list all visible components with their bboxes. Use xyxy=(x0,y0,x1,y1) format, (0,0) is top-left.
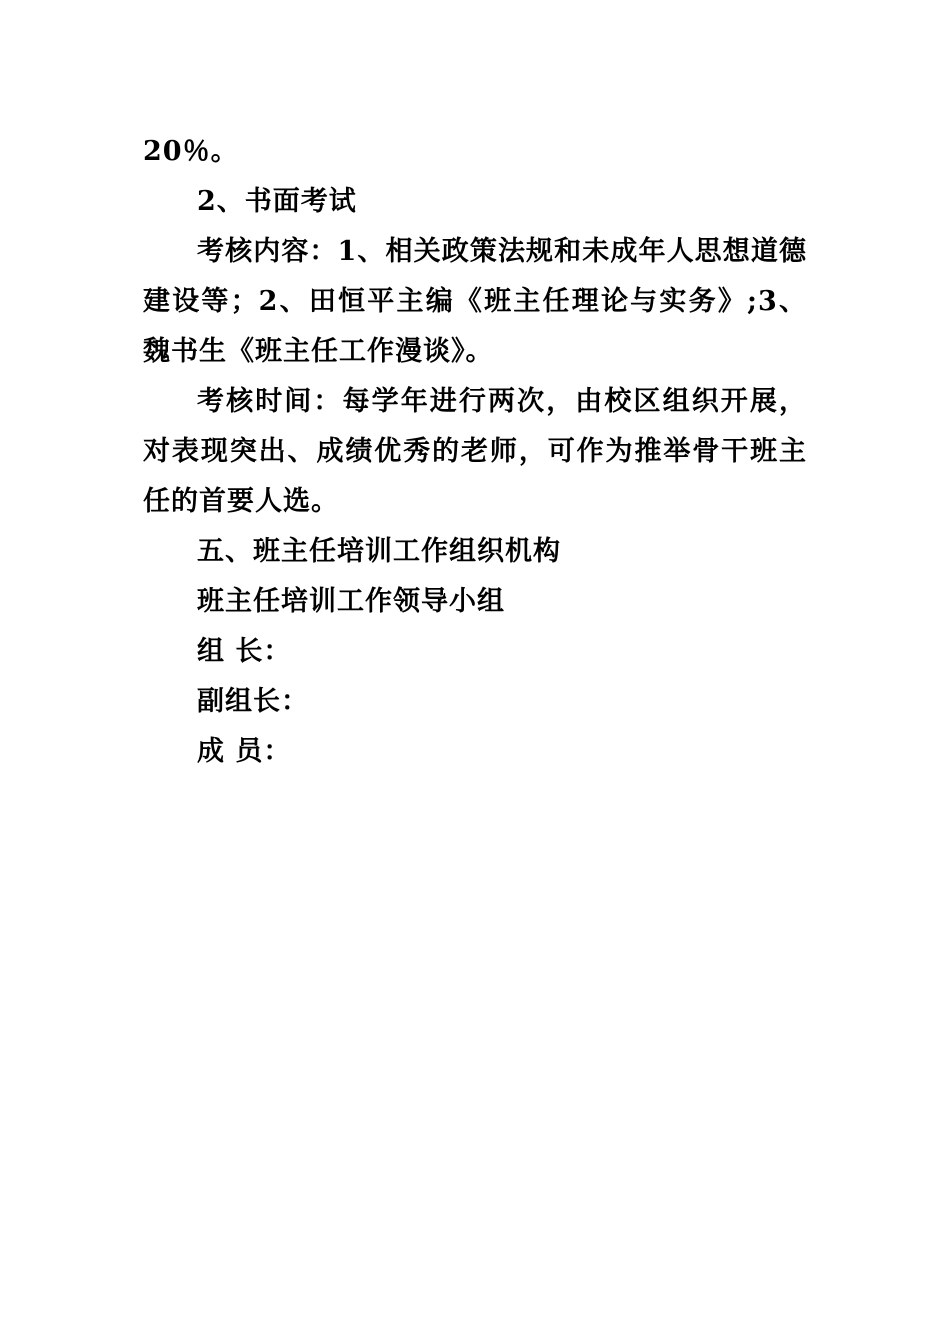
exam-content-paragraph: 考核内容：1、相关政策法规和未成年人思想道德建设等；2、田恒平主编《班主任理论与实务》;3、魏书生《班主任工作漫谈》。 xyxy=(143,236,807,367)
exam-time-paragraph: 考核时间：每学年进行两次，由校区组织开展，对表现突出、成绩优秀的老师，可作为推举骨干班主任的首要人选。 xyxy=(143,386,807,517)
section-five-heading: 五、班主任培训工作组织机构 xyxy=(197,536,561,567)
members-label: 成 员： xyxy=(197,736,292,767)
written-exam-heading: 2、书面考试 xyxy=(197,186,357,217)
leadership-group-title: 班主任培训工作领导小组 xyxy=(197,586,505,617)
deputy-leader-label: 副组长： xyxy=(197,686,309,717)
paragraph-continuation: 20％。 xyxy=(143,136,239,167)
group-leader-label: 组 长： xyxy=(197,636,292,667)
document-body xyxy=(143,127,807,777)
